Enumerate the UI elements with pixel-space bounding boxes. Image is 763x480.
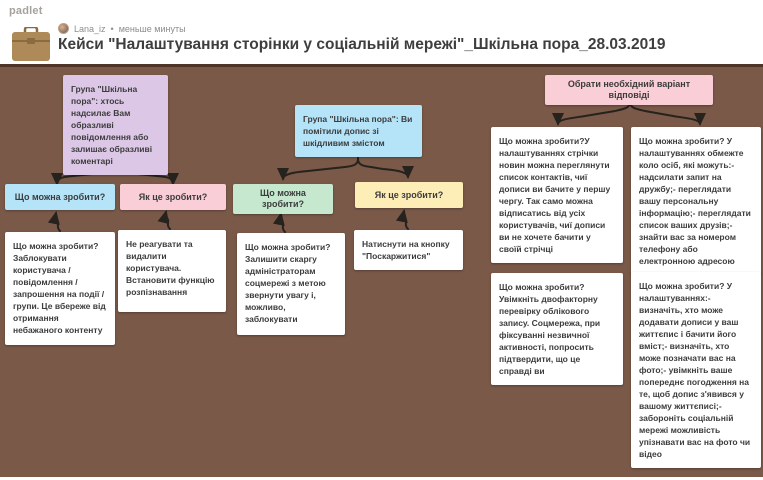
card-a2-how[interactable]: Натиснути на кнопку "Поскаржитися" xyxy=(354,230,463,270)
flow-arrow xyxy=(56,213,60,231)
avatar[interactable] xyxy=(58,23,69,34)
card-option-two-factor[interactable]: Що можна зробити? Увімкніть двофакторну перевірку облікового запису. Соцмережа, при фіксуванні незвичної активності, попросить підтвердити, що це справді ви xyxy=(491,273,623,385)
padlet-logo[interactable]: padlet xyxy=(9,5,43,17)
card-scenario-bullying[interactable]: Група "Шкільна пора": хтось надсилає Вам образливі повідомлення або залишає образливі коментарі xyxy=(63,75,168,175)
flow-arrow xyxy=(358,155,408,177)
card-a2-what[interactable]: Що можна зробити? Залишити скаргу адміністраторам соцмережі з метою звернути увагу і, можливо, заблокувати xyxy=(237,233,345,335)
card-option-privacy-settings[interactable]: Що можна зробити? У налаштуваннях обмежте коло осіб, які можуть:- надсилати запит на дружбу;- переглядати вашу персональну інформацію;- переглядати список ваших друзів;- знайти вас за номером телефону або електронною адресою xyxy=(631,127,761,275)
board-canvas[interactable] xyxy=(0,67,763,477)
card-q2-what[interactable]: Що можна зробити? xyxy=(233,184,333,214)
card-a1-how[interactable]: Не реагувати та видалити користувача. Встановити функцію розпізнавання xyxy=(118,230,226,312)
app-header xyxy=(0,0,763,67)
flow-arrow xyxy=(166,212,170,229)
card-option-tagging-settings[interactable]: Що можна зробити? У налаштуваннях:- визначіть, хто може додавати дописи у ваш життєпис і бачити його вміст;- визначіть, хто може позначати вас на фото;- увімкніть ваше попереднє погодження на те, щоб допис з'явився у вашому життєписі;- забороніть соціальній мережі можливість упізнавати вас на фото чи відео xyxy=(631,272,761,468)
card-a1-what[interactable]: Що можна зробити? Заблокувати користувача / повідомлення / запрошення на події / групи. Це вбереже від отримання небажаного контенту xyxy=(5,232,115,345)
post-byline xyxy=(58,23,186,34)
timestamp: меньше минуты xyxy=(118,23,186,34)
flow-arrow xyxy=(404,211,408,229)
card-q1-how[interactable]: Як це зробити? xyxy=(120,184,226,210)
flow-arrow xyxy=(281,214,285,232)
card-option-feed-settings[interactable]: Що можна зробити?У налаштуваннях стрічки новин можна переглянути список контактів, чиї дописи ви бачите у першу чергу. Так само можна відписатись від усіх користувачів, чиї дописи ви не хочете бачити у своїй стрічці xyxy=(491,127,623,263)
flow-arrow xyxy=(283,155,358,179)
card-choose-prompt[interactable]: Обрати необхідний варіант відповіді xyxy=(545,75,713,105)
page-title: Кейси "Налаштування сторінки у соціальній мережі"_Шкільна пора_28.03.2019 xyxy=(58,36,666,53)
card-scenario-harmful[interactable]: Група "Шкільна пора": Ви помітили допис зі шкідливим змістом xyxy=(295,105,422,157)
byline-separator: • xyxy=(110,23,114,34)
card-q2-how[interactable]: Як це зробити? xyxy=(355,182,463,208)
card-q1-what[interactable]: Що можна зробити? xyxy=(5,184,115,210)
author-name[interactable]: Lana_iz xyxy=(74,23,106,34)
briefcase-icon xyxy=(12,27,50,61)
